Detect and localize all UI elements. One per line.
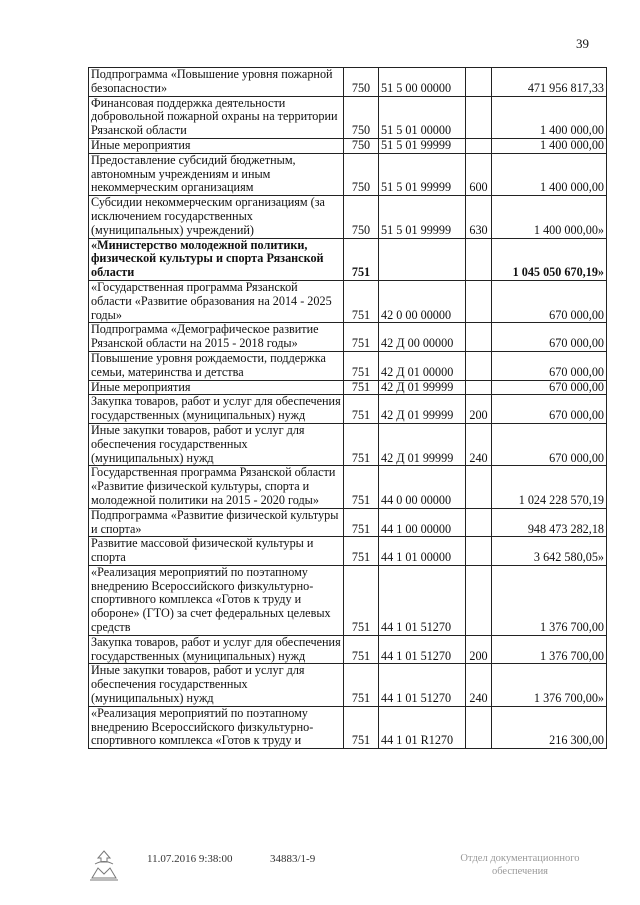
- row-ved-cell: 751: [344, 565, 379, 635]
- row-name-cell: Субсидии некоммерческим организациям (за исключением государственных (муниципальных) учреждений): [89, 196, 344, 238]
- row-sum-cell: 1 376 700,00: [492, 635, 607, 664]
- table-row: [89, 68, 607, 97]
- row-ved-cell: 750: [344, 138, 379, 153]
- row-csr-cell: 51 5 01 00000: [379, 96, 466, 138]
- budget-table-body: [89, 68, 607, 749]
- row-ved-cell: 751: [344, 395, 379, 424]
- table-row: [89, 565, 607, 635]
- row-name-cell: Иные закупки товаров, работ и услуг для обеспечения государственных (муниципальных) нужд: [89, 664, 344, 706]
- table-row: [89, 96, 607, 138]
- row-name-cell: Государственная программа Рязанской области «Развитие физической культуры, спорта и молодежной политики на 2015 - 2020 годы»: [89, 466, 344, 508]
- row-ved-cell: 751: [344, 635, 379, 664]
- table-row: [89, 153, 607, 195]
- row-vr-cell: [466, 280, 492, 322]
- row-csr-cell: 51 5 01 99999: [379, 196, 466, 238]
- table-row: [89, 466, 607, 508]
- row-sum-cell: 670 000,00: [492, 423, 607, 465]
- row-vr-cell: 240: [466, 664, 492, 706]
- table-row: [89, 664, 607, 706]
- row-sum-cell: 1 024 228 570,19: [492, 466, 607, 508]
- row-ved-cell: 751: [344, 423, 379, 465]
- row-sum-cell: 1 376 700,00»: [492, 664, 607, 706]
- row-vr-cell: [466, 466, 492, 508]
- table-row: [89, 706, 607, 748]
- department-stamp: [445, 852, 595, 878]
- row-sum-cell: 670 000,00: [492, 380, 607, 395]
- row-name-cell: Предоставление субсидий бюджетным, автономным учреждениям и иным некоммерческим организациям: [89, 153, 344, 195]
- table-row: [89, 323, 607, 352]
- row-name-cell: Повышение уровня рождаемости, поддержка семьи, материнства и детства: [89, 351, 344, 380]
- row-sum-cell: 948 473 282,18: [492, 508, 607, 537]
- row-name-cell: «Реализация мероприятий по поэтапному внедрению Всероссийского физкультурно-спортивного комплекса «Готов к труду и: [89, 706, 344, 748]
- row-sum-cell: 216 300,00: [492, 706, 607, 748]
- row-name-cell: Подпрограмма «Развитие физической культуры и спорта»: [89, 508, 344, 537]
- row-name-cell: Закупка товаров, работ и услуг для обеспечения государственных (муниципальных) нужд: [89, 395, 344, 424]
- row-csr-cell: 42 Д 01 99999: [379, 423, 466, 465]
- row-vr-cell: 200: [466, 395, 492, 424]
- row-csr-cell: 44 1 01 51270: [379, 664, 466, 706]
- table-row: [89, 635, 607, 664]
- row-csr-cell: 44 1 01 00000: [379, 537, 466, 566]
- row-sum-cell: 1 400 000,00»: [492, 196, 607, 238]
- row-vr-cell: 600: [466, 153, 492, 195]
- row-ved-cell: 751: [344, 280, 379, 322]
- row-ved-cell: 751: [344, 537, 379, 566]
- row-name-cell: Иные мероприятия: [89, 138, 344, 153]
- row-vr-cell: 630: [466, 196, 492, 238]
- row-sum-cell: 1 400 000,00: [492, 138, 607, 153]
- row-csr-cell: 42 Д 00 00000: [379, 323, 466, 352]
- row-vr-cell: 200: [466, 635, 492, 664]
- row-vr-cell: [466, 565, 492, 635]
- row-ved-cell: 751: [344, 466, 379, 508]
- row-ved-cell: 751: [344, 706, 379, 748]
- row-csr-cell: 42 Д 01 99999: [379, 395, 466, 424]
- row-ved-cell: 750: [344, 153, 379, 195]
- emblem-stamp: [86, 848, 122, 882]
- row-name-cell: Иные закупки товаров, работ и услуг для обеспечения государственных (муниципальных) нужд: [89, 423, 344, 465]
- row-name-cell: Закупка товаров, работ и услуг для обеспечения государственных (муниципальных) нужд: [89, 635, 344, 664]
- row-ved-cell: 750: [344, 96, 379, 138]
- department-stamp-line1: Отдел документационного: [460, 853, 580, 864]
- row-ved-cell: 750: [344, 196, 379, 238]
- row-sum-cell: 670 000,00: [492, 395, 607, 424]
- row-ved-cell: 751: [344, 238, 379, 280]
- table-row: [89, 280, 607, 322]
- row-vr-cell: [466, 380, 492, 395]
- row-vr-cell: 240: [466, 423, 492, 465]
- row-csr-cell: 44 1 01 R1270: [379, 706, 466, 748]
- row-name-cell: «Государственная программа Рязанской области «Развитие образования на 2014 - 2025 годы»: [89, 280, 344, 322]
- footer-doc-number: 34883/1-9: [270, 853, 316, 865]
- table-row: [89, 138, 607, 153]
- row-ved-cell: 751: [344, 351, 379, 380]
- budget-table: [88, 67, 607, 749]
- row-ved-cell: 750: [344, 68, 379, 97]
- row-ved-cell: 751: [344, 508, 379, 537]
- row-csr-cell: 44 1 00 00000: [379, 508, 466, 537]
- table-row: [89, 508, 607, 537]
- department-stamp-line2: обеспечения: [491, 866, 549, 877]
- row-sum-cell: 471 956 817,33: [492, 68, 607, 97]
- row-name-cell: «Министерство молодежной политики, физической культуры и спорта Рязанской области: [89, 238, 344, 280]
- row-sum-cell: 670 000,00: [492, 280, 607, 322]
- row-csr-cell: 51 5 01 99999: [379, 138, 466, 153]
- row-csr-cell: 44 0 00 00000: [379, 466, 466, 508]
- row-name-cell: Финансовая поддержка деятельности добровольной пожарной охраны на территории Рязанской области: [89, 96, 344, 138]
- footer-datetime: 11.07.2016 9:38:00: [147, 853, 233, 865]
- row-csr-cell: 51 5 00 00000: [379, 68, 466, 97]
- row-sum-cell: 1 400 000,00: [492, 96, 607, 138]
- row-vr-cell: [466, 238, 492, 280]
- row-name-cell: Подпрограмма «Демографическое развитие Рязанской области на 2015 - 2018 годы»: [89, 323, 344, 352]
- table-row: [89, 380, 607, 395]
- row-sum-cell: 670 000,00: [492, 323, 607, 352]
- row-name-cell: Подпрограмма «Повышение уровня пожарной безопасности»: [89, 68, 344, 97]
- row-vr-cell: [466, 68, 492, 97]
- row-csr-cell: 51 5 01 99999: [379, 153, 466, 195]
- table-row: [89, 351, 607, 380]
- row-ved-cell: 751: [344, 323, 379, 352]
- row-csr-cell: 42 0 00 00000: [379, 280, 466, 322]
- row-vr-cell: [466, 537, 492, 566]
- table-row: [89, 537, 607, 566]
- row-name-cell: «Реализация мероприятий по поэтапному внедрению Всероссийского физкультурно-спортивного комплекса «Готов к труду и обороне» (ГТО) за счет федеральных целевых средств: [89, 565, 344, 635]
- row-ved-cell: 751: [344, 664, 379, 706]
- row-vr-cell: [466, 508, 492, 537]
- row-ved-cell: 751: [344, 380, 379, 395]
- row-vr-cell: [466, 706, 492, 748]
- row-vr-cell: [466, 96, 492, 138]
- table-row: [89, 395, 607, 424]
- row-name-cell: Иные мероприятия: [89, 380, 344, 395]
- row-sum-cell: 670 000,00: [492, 351, 607, 380]
- table-row: [89, 196, 607, 238]
- table-row: [89, 423, 607, 465]
- row-sum-cell: 1 376 700,00: [492, 565, 607, 635]
- row-vr-cell: [466, 323, 492, 352]
- page-number: 39: [576, 36, 589, 51]
- row-sum-cell: 3 642 580,05»: [492, 537, 607, 566]
- row-sum-cell: 1 045 050 670,19»: [492, 238, 607, 280]
- row-csr-cell: [379, 238, 466, 280]
- row-csr-cell: 44 1 01 51270: [379, 635, 466, 664]
- row-csr-cell: 42 Д 01 99999: [379, 380, 466, 395]
- row-sum-cell: 1 400 000,00: [492, 153, 607, 195]
- row-csr-cell: 42 Д 01 00000: [379, 351, 466, 380]
- row-vr-cell: [466, 138, 492, 153]
- row-name-cell: Развитие массовой физической культуры и спорта: [89, 537, 344, 566]
- row-vr-cell: [466, 351, 492, 380]
- table-row: [89, 238, 607, 280]
- row-csr-cell: 44 1 01 51270: [379, 565, 466, 635]
